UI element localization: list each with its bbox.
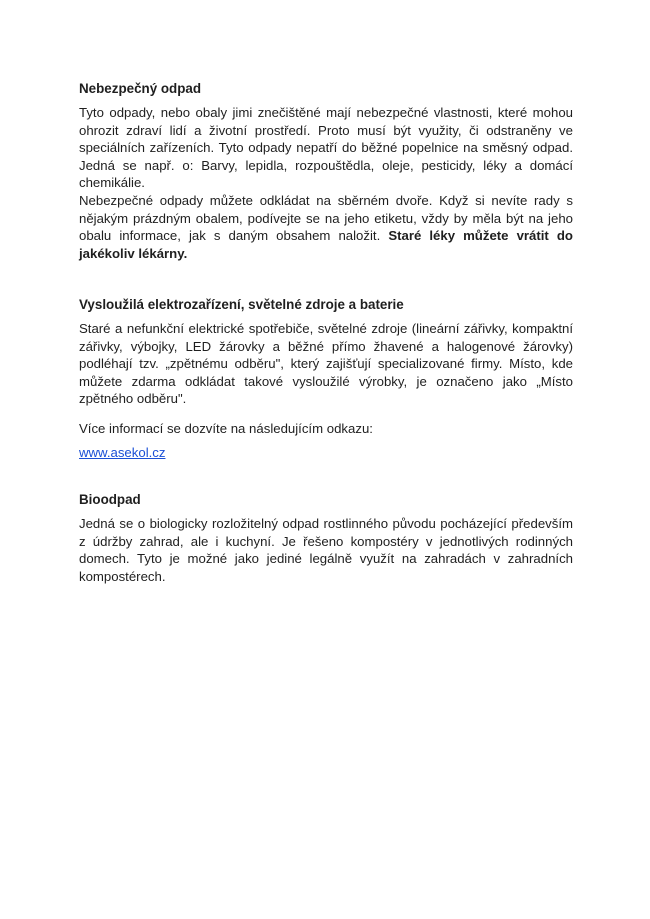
paragraph-text: Nebezpečné odpady můžete odkládat na sběrném dvoře. Když si nevíte rady s nějakým prázdným obalem, podívejte se na jeho etiketu, vždy by měla být na jeho obalu informace, jak s daným obsahem naložit. <box>79 192 573 244</box>
more-info-text: Více informací se dozvíte na následujícím odkazu: <box>79 421 373 436</box>
section-body-biowaste <box>79 515 573 585</box>
bold-notice: Staré léky můžete vrátit do jakékoliv lékárny. <box>79 228 573 261</box>
section-body-electro-waste <box>79 320 573 408</box>
paragraph: Tyto odpady, nebo obaly jimi znečištěné mají nebezpečné vlastnosti, které mohou ohrozit zdraví lidí a životní prostředí. Proto musí být využity, či odstraněny ve speciálních zařízeních. Tyto odpady nepatří do běžné popelnice na směsný odpad. Jedná se např. o: Barvy, lepidla, rozpouštědla, oleje, pesticidy, léky a domácí chemikálie. <box>79 105 573 191</box>
section-title-electro-waste: Vysloužilá elektrozařízení, světelné zdroje a baterie <box>79 297 404 312</box>
section-title-hazardous-waste: Nebezpečný odpad <box>79 81 202 96</box>
section-title-biowaste: Bioodpad <box>79 492 141 507</box>
asekol-link[interactable]: www.asekol.cz <box>79 445 166 460</box>
paragraph: Staré a nefunkční elektrické spotřebiče, světelné zdroje (lineární zářivky, kompaktní zářivky, výbojky, LED žárovky a běžné přímo žhavené a halogenové žárovky) podléhají tzv. „zpětnému odběru", který zajišťují specializované firmy. Místo, kde můžete zdarma odkládat takové vysloužilé výrobky, je označeno jako „Místo zpětného odběru". <box>79 321 573 407</box>
paragraph <box>79 192 573 262</box>
paragraph: Jedná se o biologicky rozložitelný odpad rostlinného původu pocházející především z údržby zahrad, ale i kuchyní. Je řešeno kompostéry v jednotlivých rodinných domech. Tyto je možné jako jediné legálně využít na zahradách v zahradních kompostérech. <box>79 516 573 584</box>
section-body-hazardous-waste <box>79 104 573 262</box>
